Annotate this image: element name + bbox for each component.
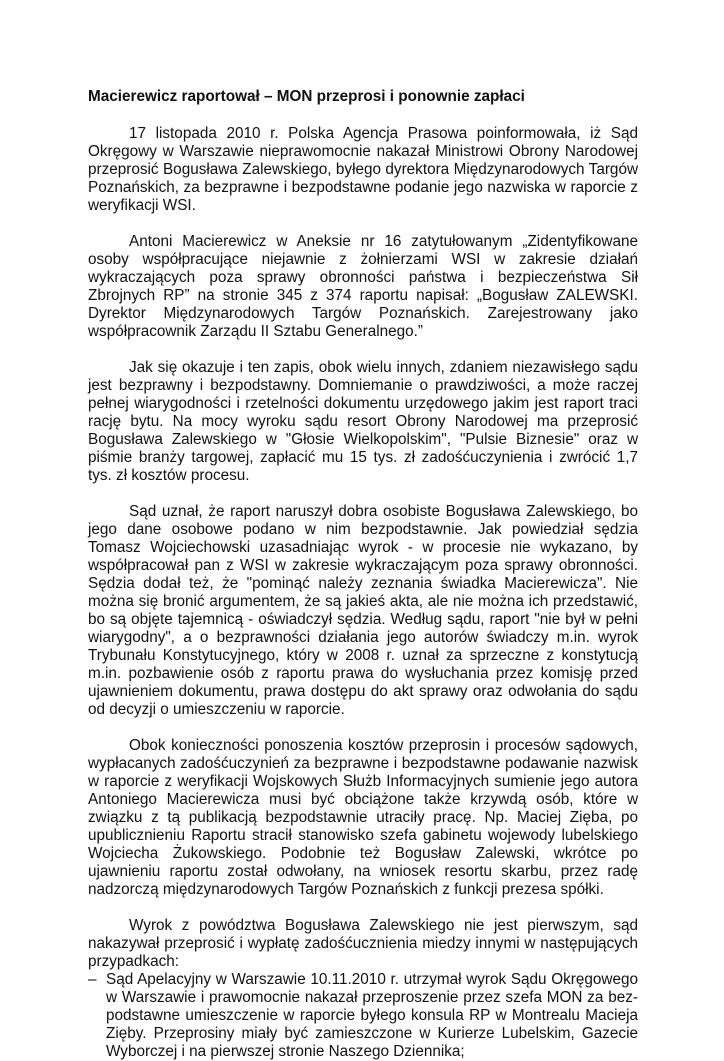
case-list bbox=[88, 971, 638, 1061]
paragraph: 17 listopada 2010 r. Polska Agencja Prasowa poinformowała, iż Sąd Okręgowy w Warszawie nieprawomocnie nakazał Ministrowi Obrony Narodowej przeprosić Bogusława Zalewskiego, byłego dyrektora Międzynarodowych Targów Poznańskich, za bezprawne i bezpodstawne podanie jego nazwiska w raporcie z weryfikacji WSI. bbox=[88, 125, 638, 214]
paragraph: Obok konieczności ponoszenia kosztów przeprosin i procesów sądowych, wypłacanych zadośćuczynień za bezprawne i bezpodstawne podawanie nazwisk w raporcie z weryfikacji Wojskowych Służb Informacyjnych sumienie jego autora Antoniego Macierewicza musi być obciążone także krzywdą osób, które w związku z tą publikacją bezpodstawnie utraciły pracę. Np. Maciej Zięba, po upublicznieniu Raportu stracił stanowisko szefa gabinetu wojewody lubelskiego Wojciecha Żukowskiego. Podobnie też Bogusław Zalewski, wkrótce po ujawnieniu raportu został odwołany, na wniosek resortu skarbu, przez radę nadzorczą międzynarodowych Targów Poznańskich z funkcji prezesa spółki. bbox=[88, 737, 638, 898]
dash-bullet: – bbox=[88, 971, 97, 988]
paragraph: Antoni Macierewicz w Aneksie nr 16 zatytułowanym „Zidentyfikowane osoby współpracujące niejawnie z żołnierzami WSI w zakresie działań wykraczających poza sprawy obronności państwa i bezpieczeństwa Sił Zbrojnych RP” na stronie 345 z 374 raportu napisał: „Bogusław ZALEWSKI. Dyrektor Międzynarodowych Targów Poznańskich. Zarejestrowany jako współpracownik Zarządu II Sztabu Generalnego.” bbox=[88, 233, 638, 340]
paragraph: Wyrok z powództwa Bogusława Zalewskiego nie jest pierwszym, sąd nakazywał przeprosić i wypłatę zadośćucznienia miedzy innymi w następujących przypadkach: bbox=[88, 917, 638, 970]
paragraph: Sąd uznał, że raport naruszył dobra osobiste Bogusława Zalewskiego, bo jego dane osobowe podano w nim bezpodstawnie. Jak powiedział sędzia Tomasz Wojciechowski uzasadniając wyrok - w procesie nie wykazano, by współpracował pan z WSI w zakresie wykraczającym poza sprawy obronności. Sędzia dodał też, że "pominąć należy zeznania świadka Macierewicza". Nie można się bronić argumentem, że są jakieś akta, ale nie można ich przedstawić, bo są objęte tajemnicą - oświadczył sędzia. Według sądu, raport "nie był w pełni wiarygodny", a o bezprawności działania jego autorów świadczy m.in. wyrok Trybunału Konstytucyjnego, który w 2008 r. uznał za sprzeczne z konstytucją m.in. pozbawienie osób z raportu prawa do wysłuchania przez komisję przed ujawnieniem dokumentu, prawa dostępu do akt sprawy oraz odwołania do sądu od decyzji o umieszczeniu w raporcie. bbox=[88, 503, 638, 718]
paragraph: Jak się okazuje i ten zapis, obok wielu innych, zdaniem niezawisłego sądu jest bezprawny i bezpodstawny. Domniemanie o prawdziwości, a może raczej pełnej wiarygodności i rzetelności dokumentu urzędowego jakim jest raport traci rację bytu. Na mocy wyroku sądu resort Obrony Narodowej ma przeprosić Bogusława Zalewskiego w "Głosie Wielkopolskim", "Pulsie Biznesie" oraz w piśmie branży targowej, zapłacić mu 15 tys. zł zadośćuczynienia i zwrócić 1,7 tys. zł kosztów procesu. bbox=[88, 359, 638, 484]
list-item bbox=[88, 971, 638, 1061]
list-item-text: Sąd Apelacyjny w Warszawie 10.11.2010 r. utrzymał wyrok Sądu Okręgowego w Warszawie i prawomocnie nakazał przeproszenie przez szefa MON za bezpodstawne umieszczenie w raporcie byłego konsula RP w Montrealu Macieja Zięby. Przeprosiny miały być zamieszczone w Kurierze Lubelskim, Gazecie Wyborczej i na pierwszej stronie Naszego Dziennika; bbox=[106, 971, 638, 1060]
document-title: Macierewicz raportował – MON przeprosi i ponownie zapłaci bbox=[88, 88, 525, 105]
document-page bbox=[88, 88, 638, 1061]
